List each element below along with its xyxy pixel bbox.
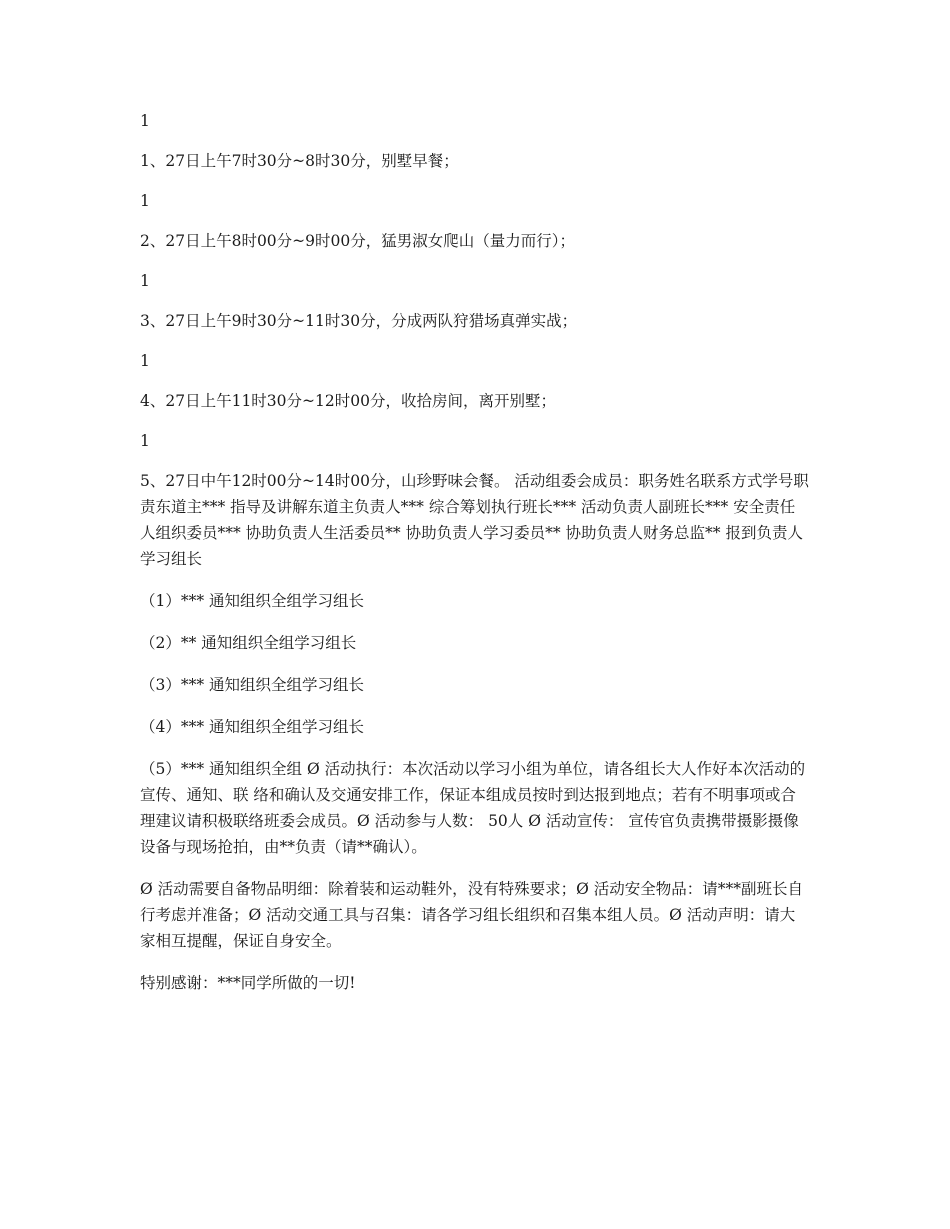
schedule-item-2: 2、27日上午8时00分~9时00分，猛男淑女爬山（量力而行）； [140, 232, 575, 250]
group-item-1: （1）*** 通知组织全组学习组长 [140, 592, 365, 610]
document-body [140, 108, 810, 1012]
list-number: 1 [140, 272, 150, 290]
list-number: 1 [140, 112, 150, 130]
schedule-item-4: 4、27日上午11时30分~12时00分，收拾房间，离开别墅； [140, 392, 556, 410]
schedule-item-5-committee: 5、27日中午12时00分~14时00分，山珍野味会餐。 活动组委会成员：职务姓名联系方式学号职责东道主*** 指导及讲解东道主负责人*** 综合筹划执行班长*** 活动负责人副班长*** 安全责任人组织委员*** 协助负责人生活委员** 协助负责人学习委员** 协助负责人财务总监** 报到负责人学习组长 [140, 472, 809, 568]
schedule-item-1: 1、27日上午7时30分~8时30分，别墅早餐； [140, 152, 459, 170]
group-item-2: （2）** 通知组织全组学习组长 [140, 634, 357, 652]
group-item-5-execution: （5）*** 通知组织全组 Ø 活动执行：本次活动以学习小组为单位，请各组长大人作好本次活动的宣传、通知、联 络和确认及交通安排工作，保证本组成员按时到达报到地点；若有不明事项或合理建议请积极联络班委会成员。Ø 活动参与人数： 50人 Ø 活动宣传： 宣传官负责携带摄影摄像设备与现场抢拍，由**负责（请**确认）。 [140, 760, 806, 856]
list-number: 1 [140, 352, 150, 370]
schedule-item-3: 3、27日上午9时30分~11时30分，分成两队狩猎场真弹实战； [140, 312, 578, 330]
group-item-3: （3）*** 通知组织全组学习组长 [140, 676, 365, 694]
special-thanks: 特别感谢：***同学所做的一切! [140, 974, 356, 992]
activity-notes: Ø 活动需要自备物品明细：除着装和运动鞋外，没有特殊要求；Ø 活动安全物品：请***副班长自行考虑并准备；Ø 活动交通工具与召集：请各学习组长组织和召集本组人员。Ø 活动声明：请大家相互提醒，保证自身安全。 [140, 880, 804, 950]
group-item-4: （4）*** 通知组织全组学习组长 [140, 718, 365, 736]
list-number: 1 [140, 432, 150, 450]
list-number: 1 [140, 192, 150, 210]
